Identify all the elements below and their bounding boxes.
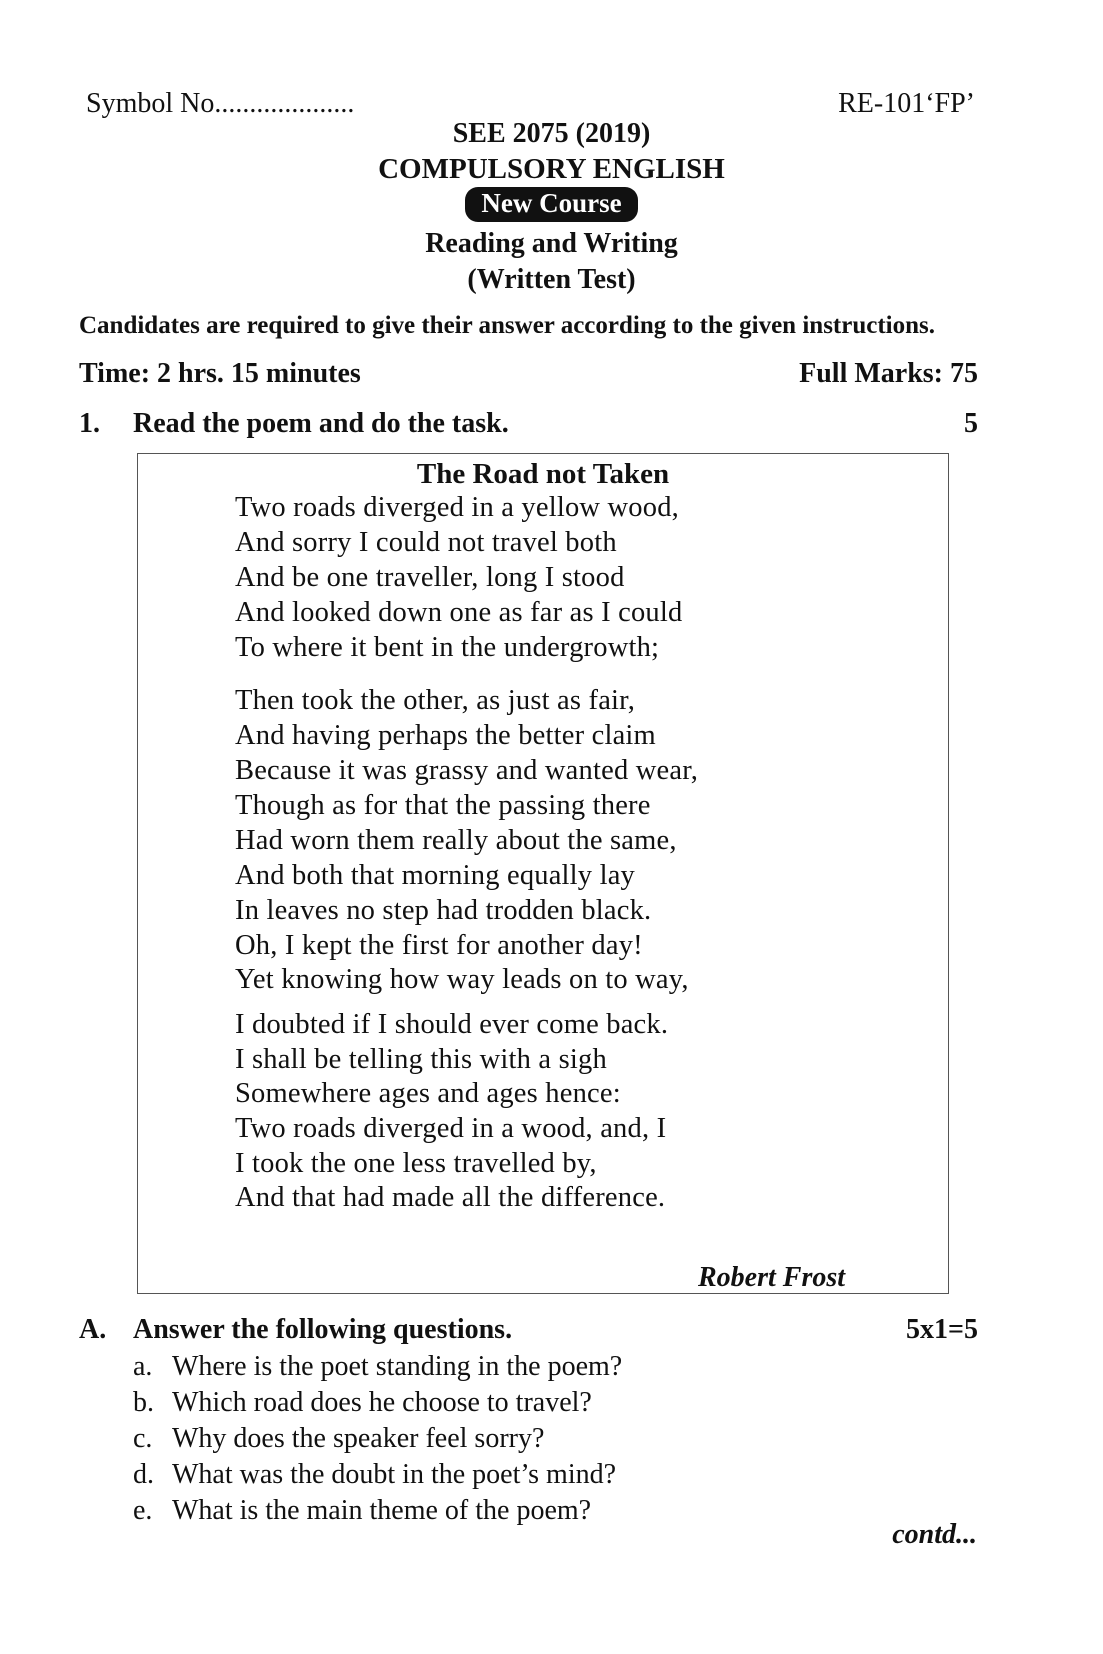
poem-line: In leaves no step had trodden black. (235, 895, 652, 926)
full-marks: Full Marks: 75 (799, 358, 978, 389)
poem-line: I doubted if I should ever come back. (235, 1009, 669, 1040)
sub-question-text: What was the doubt in the poet’s mind? (172, 1459, 617, 1490)
poem-line: Though as for that the passing there (235, 790, 651, 821)
poem-line: And having perhaps the better claim (235, 720, 656, 751)
section-a-text: Answer the following questions. (133, 1314, 513, 1345)
time-allowed: Time: 2 hrs. 15 minutes (79, 358, 361, 389)
poem-author: Robert Frost (698, 1262, 846, 1293)
sub-question-text: Why does the speaker feel sorry? (172, 1423, 545, 1454)
poem-line: And that had made all the difference. (235, 1182, 666, 1213)
sub-question-text: Where is the poet standing in the poem? (172, 1351, 623, 1382)
section-a-marks: 5x1=5 (906, 1314, 978, 1345)
poem-line: And be one traveller, long I stood (235, 562, 625, 593)
sub-question-label: d. (133, 1459, 154, 1490)
poem-line: To where it bent in the undergrowth; (235, 632, 660, 663)
poem-line: Two roads diverged in a wood, and, I (235, 1113, 667, 1144)
question-number: 1. (79, 408, 100, 439)
sub-question (133, 1351, 622, 1383)
sub-question (133, 1387, 592, 1419)
sub-question (133, 1459, 616, 1491)
sub-question-text: What is the main theme of the poem? (172, 1495, 592, 1526)
poem-line: Oh, I kept the first for another day! (235, 930, 643, 961)
poem-line: And looked down one as far as I could (235, 597, 683, 628)
poem-line: Two roads diverged in a yellow wood, (235, 492, 679, 523)
question-text: Read the poem and do the task. (133, 408, 509, 439)
sub-question-label: a. (133, 1351, 153, 1382)
sub-question (133, 1423, 544, 1455)
poem-line: Somewhere ages and ages hence: (235, 1078, 621, 1109)
sub-question (133, 1495, 591, 1527)
poem-line: I shall be telling this with a sigh (235, 1044, 607, 1075)
instructions: Candidates are required to give their answer according to the given instructions. (79, 312, 935, 339)
course-badge-container (0, 187, 1103, 222)
test-type: (Written Test) (467, 264, 636, 295)
poem-line: Had worn them really about the same, (235, 825, 677, 856)
subject-title: COMPULSORY ENGLISH (378, 153, 725, 185)
poem-line: I took the one less travelled by, (235, 1148, 597, 1179)
poem-title: The Road not Taken (416, 458, 670, 490)
poem-line: Yet knowing how way leads on to way, (235, 964, 689, 995)
course-badge: New Course (465, 187, 637, 222)
sub-question-label: b. (133, 1387, 154, 1418)
poem-line: Then took the other, as just as fair, (235, 685, 636, 716)
sub-question-label: c. (133, 1423, 153, 1454)
paper-code: RE-101‘FP’ (838, 88, 975, 119)
poem-line: And both that morning equally lay (235, 860, 635, 891)
poem-line: Because it was grassy and wanted wear, (235, 755, 699, 786)
section-a-label: A. (79, 1314, 107, 1345)
question-marks: 5 (964, 408, 978, 439)
exam-title: SEE 2075 (2019) (452, 118, 651, 149)
poem-line: And sorry I could not travel both (235, 527, 617, 558)
poem-box (137, 453, 949, 1294)
continued-note: contd... (892, 1519, 977, 1550)
sub-question-text: Which road does he choose to travel? (172, 1387, 592, 1418)
symbol-number-field: Symbol No.................... (86, 88, 355, 119)
paper-section: Reading and Writing (425, 228, 678, 259)
sub-question-label: e. (133, 1495, 153, 1526)
